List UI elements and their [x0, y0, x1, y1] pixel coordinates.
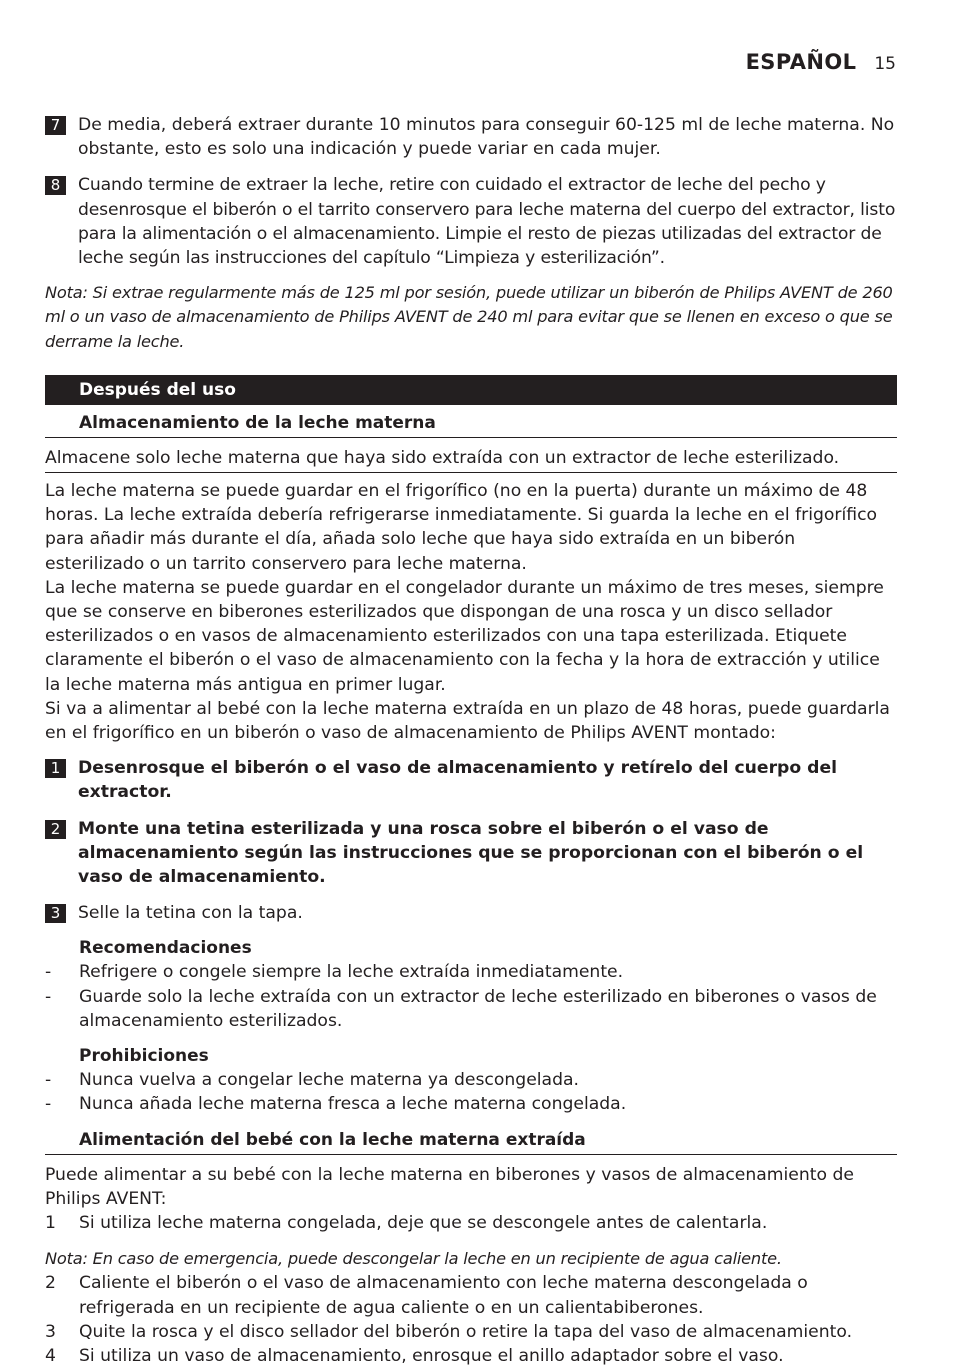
- prohibition-text: Nunca vuelva a congelar leche materna ya descongelada.: [79, 1070, 579, 1091]
- prohibition-item: [45, 1092, 897, 1116]
- feeding-intro: Puede alimentar a su bebé con la leche materna en biberones y vasos de almacenamiento de Philips AVENT:: [45, 1164, 854, 1209]
- recommendation-item: [45, 960, 897, 984]
- feeding-step-text: Si utiliza un vaso de almacenamiento, enrosque el anillo adaptador sobre el vaso.: [79, 1345, 784, 1366]
- prohibition-item: [45, 1068, 897, 1092]
- step-7: [45, 113, 897, 161]
- feeding-step-2: [45, 1271, 897, 1319]
- bullet-dash: -: [45, 986, 52, 1007]
- subheading-storage: Almacenamiento de la leche materna: [45, 411, 897, 438]
- storage-paragraph-freezer: La leche materna se puede guardar en el congelador durante un máximo de tres meses, siempre que se conserve en biberones esterilizados que dispongan de una rosca y un disco sellador esterilizados o en vasos de almacenamiento esterilizados con una tapa esterilizada. Etiquete claramente el biberón o el vaso de almacenamiento con la fecha y la hora de extracción y utilice la leche materna más antigua en primer lugar.: [45, 577, 884, 695]
- feeding-step-number: 2: [45, 1273, 56, 1294]
- storage-step-1: [45, 756, 897, 804]
- feeding-step-1: [45, 1211, 897, 1235]
- note-emergency-thaw: Nota: En caso de emergencia, puede descongelar la leche en un recipiente de agua caliente.: [45, 1249, 782, 1269]
- bullet-dash: -: [45, 1070, 52, 1091]
- step-text: Cuando termine de extraer la leche, retire con cuidado el extractor de leche del pecho y desenrosque el biberón o el tarrito conservero para leche materna del cuerpo del extractor, listo para la alimentación o el almacenamiento. Limpie el resto de piezas utilizadas del extractor de leche según las instrucciones del capítulo “Limpieza y esterilización”.: [78, 175, 896, 269]
- storage-step-3: [45, 901, 897, 925]
- feeding-step-number: 4: [45, 1345, 56, 1366]
- prohibition-text: Nunca añada leche materna fresca a leche materna congelada.: [79, 1094, 627, 1115]
- language-label: ESPAÑOL: [745, 50, 857, 74]
- prohibitions-heading: Prohibiciones: [79, 1046, 209, 1067]
- storage-paragraph-assembled: Si va a alimentar al bebé con la leche materna extraída en un plazo de 48 horas, puede guardarla en el frigorífico en un biberón o vaso de almacenamiento de Philips AVENT montado:: [45, 698, 890, 744]
- bullet-dash: -: [45, 962, 52, 983]
- step-number-badge: 7: [45, 116, 66, 135]
- feeding-step-text: Quite la rosca y el disco sellador del biberón o retire la tapa del vaso de almacenamiento.: [79, 1321, 853, 1342]
- step-number-badge: 8: [45, 176, 66, 195]
- feeding-step-number: 3: [45, 1321, 56, 1342]
- feeding-step-3: [45, 1320, 897, 1344]
- feeding-step-text: Si utiliza leche materna congelada, deje que se descongele antes de calentarla.: [79, 1212, 768, 1233]
- storage-warning-text: Almacene solo leche materna que haya sido extraída con un extractor de leche esterilizado.: [45, 447, 840, 468]
- step-text: Selle la tetina con la tapa.: [78, 903, 303, 924]
- page-number: 15: [874, 54, 896, 74]
- step-8: [45, 173, 897, 270]
- recommendation-text: Refrigere o congele siempre la leche extraída inmediatamente.: [79, 962, 624, 983]
- recommendation-item: [45, 985, 897, 1033]
- step-text: De media, deberá extraer durante 10 minutos para conseguir 60-125 ml de leche materna. No obstante, esto es solo una indicación y puede variar en cada mujer.: [78, 115, 895, 160]
- step-number-badge: 1: [45, 759, 66, 778]
- storage-paragraph-fridge: La leche materna se puede guardar en el frigorífico (no en la puerta) durante un máximo de 48 horas. La leche extraída debería refrigerarse inmediatamente. Si guarda la leche en el frigorífico para añadir más durante el día, añada solo leche que haya sido extraída en un biberón esterilizado o un tarrito conservero para leche materna.: [45, 481, 878, 574]
- step-number-badge: 2: [45, 820, 66, 839]
- subheading-feeding: Alimentación del bebé con la leche materna extraída: [45, 1128, 897, 1155]
- step-text: Monte una tetina esterilizada y una rosca sobre el biberón o el vaso de almacenamiento según las instrucciones que se proporcionan con el biberón o el vaso de almacenamiento.: [78, 818, 864, 888]
- feeding-step-text: Caliente el biberón o el vaso de almacenamiento con leche materna descongelada o refrigerada en un recipiente de agua caliente o en un calientabiberones.: [79, 1273, 808, 1318]
- recommendations-heading: Recomendaciones: [79, 938, 252, 959]
- storage-warning: [45, 446, 897, 473]
- note-storage-capacity: Nota: Si extrae regularmente más de 125 ml por sesión, puede utilizar un biberón de Philips AVENT de 260 ml o un vaso de almacenamiento de Philips AVENT de 240 ml para evitar que se llenen en exceso o que se derrame la leche.: [45, 283, 893, 351]
- page-content: [45, 113, 897, 1368]
- recommendation-text: Guarde solo la leche extraída con un extractor de leche esterilizado en biberones o vasos de almacenamiento esterilizados.: [79, 986, 877, 1031]
- page-header: [746, 50, 896, 74]
- bullet-dash: -: [45, 1094, 52, 1115]
- step-text: Desenrosque el biberón o el vaso de almacenamiento y retírelo del cuerpo del extractor.: [78, 758, 837, 803]
- step-number-badge: 3: [45, 904, 66, 923]
- feeding-step-number: 1: [45, 1212, 56, 1233]
- feeding-step-4: [45, 1344, 897, 1368]
- section-heading-after-use: Después del uso: [45, 375, 897, 405]
- storage-step-2: [45, 817, 897, 890]
